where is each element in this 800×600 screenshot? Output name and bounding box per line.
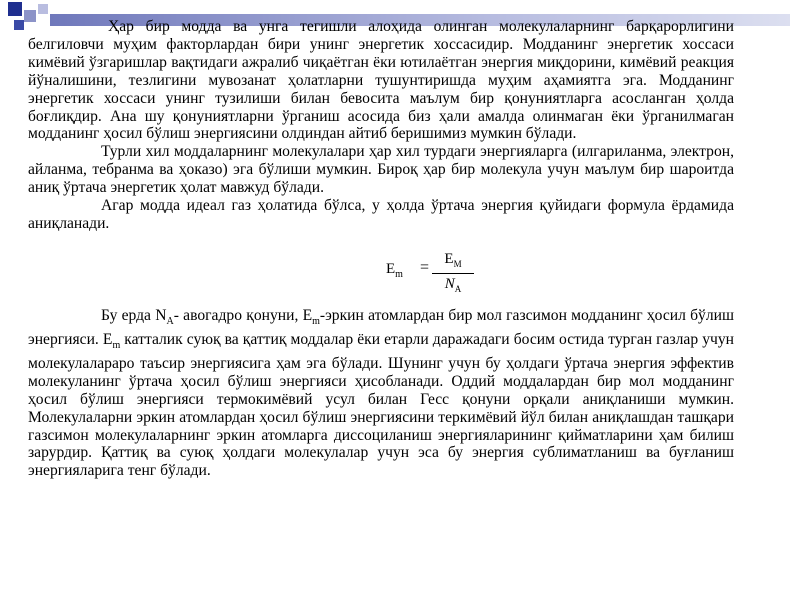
formula-numerator [432, 251, 474, 272]
formula-lhs-sub: m [395, 268, 403, 280]
average-energy-formula [28, 233, 734, 307]
paragraph-3: Агар модда идеал газ ҳолатида бўлса, у ҳолда ўртача энергия қуйидаги формула ёрдамида аниқланади. [28, 197, 734, 232]
p4-text-1: Бу ерда N [101, 306, 167, 324]
formula-den-base: N [444, 275, 455, 292]
p4-sub-3: m [112, 340, 121, 351]
paragraph-1: Ҳар бир модда ва унга тегишли алоҳида олинган молекулаларнинг барқарорлигини белгиловчи муҳим факторлардан бири унинг энергетик хоссасидир. Модданинг энергетик хоссаси кимёвий ўзгаришлар вақтидаги ажралиб чиқаётган ёки ютилаётган энергия миқдорини, кимёвий реакция йўналишини, тезлигини мувозанат ҳолатларни тушунтиришда муҳим аҳамиятга эга. Модданинг энергетик хоссаси унинг тузилиши билан бевосита маълум бир қонуниятларга асосланган ҳолда боғлиқдир. Ана шу қонуниятларни ўрганиш асосида биз ҳали амалда олинмаган ёки ўрганилмаган модданинг ҳосил бўлиш энергиясини олдиндан айтиб беришимиз мумкин бўлади. [28, 18, 734, 143]
p4-text-4: катталик суюқ ва қаттиқ моддалар ёки етарли даражадаги босим остида турган газлар учун молекулалараро таъсир энергиясига ҳам эга бўлади. Шунинг учун бу ҳолдаги ўртача энергия эффектив молекуланинг ўртача ҳосил бўлиш энергияси ҳисобланади. Оддий моддалардан бир мол модданинг ҳосил бўлиш энергияси термокимёвий усул билан Гесс қонуни орқали аниқланиши мумкин. Молекулаларни эркин атомлардан ҳосил бўлиш энергиясини теркимёвий йўл билан аниқлашдан ташқари газсимон молекулаларнинг эркин атомларга диссоциланиш энергияларининг қийматларини ҳам билиш зарурдир. Қаттиқ ва суюқ ҳолдаги молекулалар учун эса бу энергия сублиматланиш ва буғланиш энергияларига тенг бўлади. [28, 330, 734, 480]
formula-den-sub: A [454, 283, 462, 294]
formula-fraction [432, 251, 474, 297]
formula-lhs-base: E [386, 260, 396, 277]
formula-denominator [432, 276, 474, 297]
formula-num-sub: M [453, 258, 462, 269]
paragraph-4 [28, 307, 734, 480]
formula-lhs [386, 261, 403, 284]
decor-square [38, 4, 48, 14]
p4-text-3: -эркин атомлардан бир мол газсимон модданинг ҳосил бўлиш энергияси. E [28, 306, 734, 348]
formula-num-base: E [444, 250, 454, 267]
p4-sub-2: m [312, 315, 320, 327]
decor-square [14, 20, 24, 30]
p4-text-2: - авогадро қонуни, E [173, 306, 313, 324]
p4-sub-1: A [166, 315, 174, 327]
fraction-bar [432, 273, 474, 274]
paragraph-2: Турли хил моддаларнинг молекулалари ҳар хил турдаги энергияларга (илгариланма, электрон, айланма, тебранма ва ҳоказо) эга бўлиши мумкин. Бироқ ҳар бир молекула учун маълум бир шароитда аниқ ўртача энергетик ҳолат мавжуд бўлади. [28, 143, 734, 197]
document-body [28, 18, 734, 480]
formula-equals: = [420, 258, 430, 276]
decor-square [8, 2, 22, 16]
